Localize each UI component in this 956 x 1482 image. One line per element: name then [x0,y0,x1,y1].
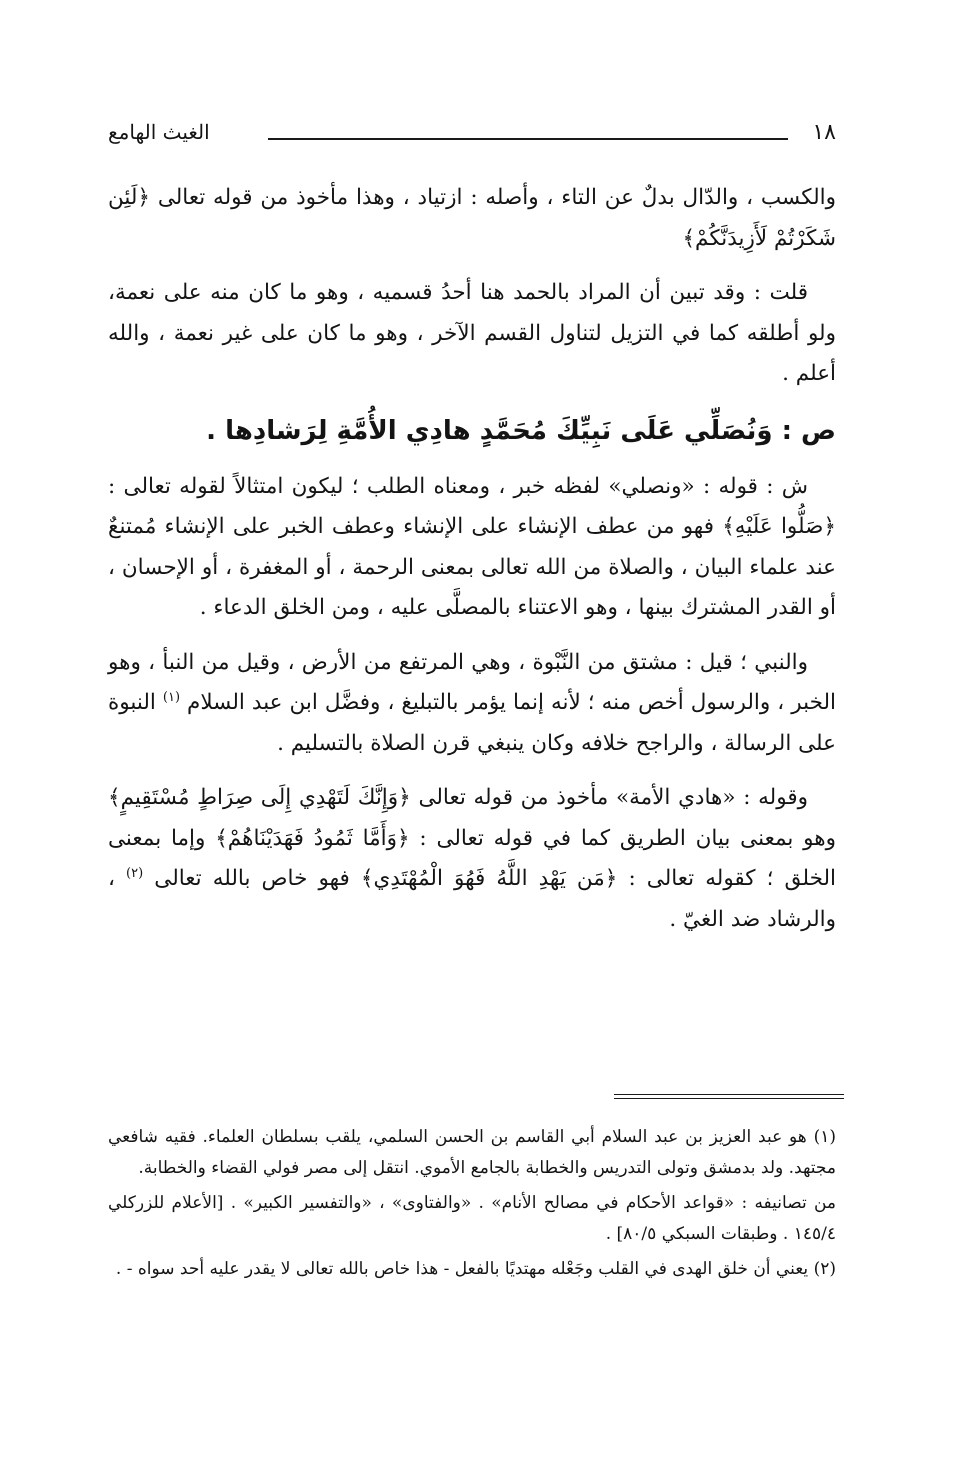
footnotes [108,1122,836,1289]
paragraph-1: والكسب ، والدّال بدلٌ عن التاء ، وأصله : ازتياد ، وهذا مأخوذ من قوله تعالى ﴿لَئِن شَكَرْتُمْ لَأَزِيدَنَّكُمْ﴾ [108,185,836,251]
paragraph-4-text-a: والنبي ؛ قيل : مشتق من النَّبْوة ، وهي المرتفع من الأرض ، وقيل من النبأ ، وهو الخبر ، والرسول أخص منه ؛ لأنه إنما يؤمر بالتبليغ ، وفضَّل ابن عبد السلام [108,649,836,715]
footnote-ref-1: (١) [162,689,181,705]
running-title: الغيث الهامع [108,120,210,144]
footnote-2: (٢) يعني أن خلق الهدى في القلب وجَعْله مهتديًا بالفعل - هذا خاص بالله تعالى لا يقدر عليه أحد سواه - . [115,1259,836,1279]
footnote-ref-2: (٢) [126,865,144,881]
footnote-1: (١) هو عبد العزيز بن عبد السلام أبي القاسم بن الحسن السلمي، يلقب بسلطان العلماء. فقيه شافعي مجتهد. ولد بدمشق وتولى التدريس والخطابة بالجامع الأموي. انتقل إلى مصر فولي القضاء والخطابة. [108,1127,836,1178]
paragraph-4-text-b: النبوة على الرسالة ، والراجح خلافه وكان ينبغي قرن الصلاة بالتسليم . [108,690,836,756]
page-header [108,118,836,152]
paragraph-5-text-b: ، والرشاد ضد الغيّ . [108,866,836,932]
footnote-separator-second-line [614,1098,844,1099]
matn-heading: ص : وَنُصَلِّي عَلَى نَبِيِّكَ مُحَمَّدٍ هادِي الأُمَّةِ لِرَشادِها . [206,415,836,446]
paragraph-3: ش : قوله : «ونصلي» لفظه خبر ، ومعناه الطلب ؛ ليكون امتثالاً لقوله تعالى : ﴿صَلُّوا عَلَيْهِ﴾ فهو من عطف الإنشاء على الإنشاء وعطف الخبر على الإنشاء مُمتنعٌ عند علماء البيان ، والصلاة من الله تعالى بمعنى الرحمة ، أو المغفرة ، أو الإحسان ، أو القدر المشترك بينها ، وهو الاعتناء بالمصلَّى عليه ، ومن الخلق الدعاء . [108,473,836,620]
footnote-1-continued: من تصانيفه : «قواعد الأحكام في مصالح الأنام» . «والفتاوى» ، «والتفسير الكبير» . [الأعلام للزركلي ١٤٥/٤ . وطبقات السبكي ٨٠/٥] . [108,1193,836,1244]
paragraph-4 [108,643,836,765]
main-text [108,178,836,954]
header-rule [268,138,788,140]
paragraph-5-text-a: وقوله : «هادي الأمة» مأخوذ من قوله تعالى ﴿وَإِنَّكَ لَتَهْدِي إِلَى صِرَاطٍ مُسْتَقِيمٍ﴾ وهو بمعنى بيان الطريق كما في قوله تعالى : ﴿وَأَمَّا ثَمُودُ فَهَدَيْنَاهُمْ﴾ وإما بمعنى الخلق ؛ كقوله تعالى : ﴿مَن يَهْدِ اللَّهُ فَهُوَ الْمُهْتَدِي﴾ فهو خاص بالله تعالى [108,785,836,891]
paragraph-5 [108,778,836,940]
footnote-separator [614,1094,844,1095]
paragraph-2: قلت : وقد تبين أن المراد بالحمد هنا أحدُ قسميه ، وهو ما كان منه على نعمة، ولو أطلقه كما في التزيل لتناول القسم الآخر ، وهو ما كان على غير نعمة ، والله أعلم . [108,280,836,386]
page-number: ١٨ [812,120,836,145]
